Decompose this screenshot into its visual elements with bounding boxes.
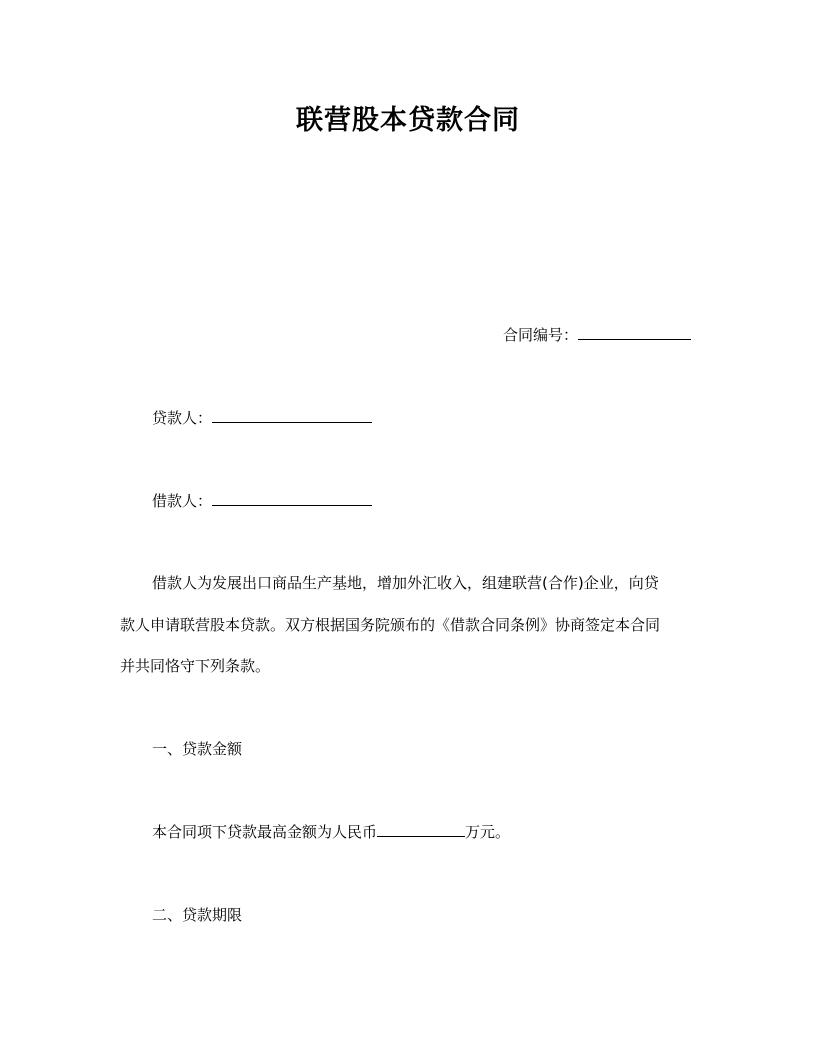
section-2-heading: 二、贷款期限 [152,906,243,924]
lender-row [152,408,372,428]
intro-paragraph-line-2: 款人申请联营股本贷款。双方根据国务院颁布的《借款合同条例》协商签定本合同 [120,616,661,634]
borrower-row [152,491,372,511]
document-title: 联营股本贷款合同 [296,105,520,136]
section-1-heading: 一、贷款金额 [152,740,243,758]
intro-paragraph-line-3: 并共同恪守下列条款。 [120,657,271,675]
amount-blank [377,822,465,837]
intro-paragraph-line-1: 借款人为发展出口商品生产基地，增加外汇收入，组建联营(合作)企业，向贷 [152,574,659,592]
lender-label: 贷款人： [152,409,213,427]
contract-number-label: 合同编号： [503,326,579,344]
lender-blank [212,408,372,423]
contract-number-blank [578,325,691,340]
contract-number-row [503,325,691,345]
amount-suffix: 万元。 [465,823,511,841]
borrower-label: 借款人： [152,492,213,510]
borrower-blank [212,491,372,506]
loan-amount-clause [152,822,510,842]
amount-prefix: 本合同项下贷款最高金额为人民币 [152,823,378,841]
